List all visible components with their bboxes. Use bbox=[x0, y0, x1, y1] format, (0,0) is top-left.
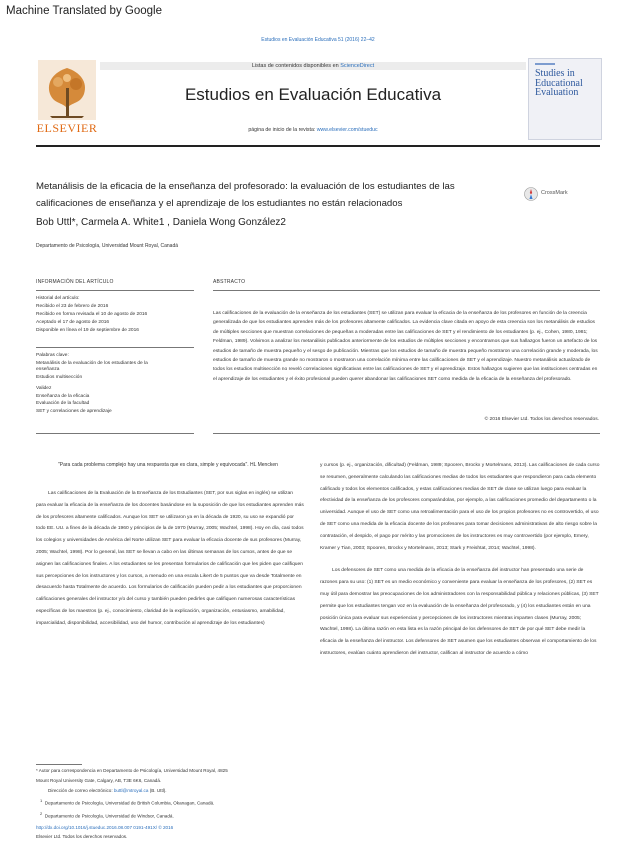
crossmark-icon bbox=[524, 187, 538, 201]
article-history bbox=[36, 296, 194, 335]
epigraph-quote: "Para cada problema complejo hay una respuesta que es clara, simple y equivocada". HL Mencken bbox=[58, 462, 278, 468]
keywords-rule bbox=[36, 347, 194, 348]
doi-block bbox=[36, 823, 296, 841]
body-left-column bbox=[36, 488, 304, 630]
journal-reference-link[interactable]: Estudios en Evaluación Educativa 51 (2016) 22–42 bbox=[261, 37, 375, 43]
article-title: Metanálisis de la eficacia de la enseñanza del profesorado: la evaluación de los estudiantes de las calificaciones de enseñanza y el aprendizaje de los estudiantes no están relacionados bbox=[36, 181, 455, 209]
history-online: Disponible en línea el 19 de septiembre de 2016 bbox=[36, 328, 139, 334]
keyword-item: Validez bbox=[36, 385, 52, 391]
history-received: Recibido el 23 de febrero de 2016 bbox=[36, 303, 109, 309]
keyword-item: Metanálisis de la evaluación de los estudiantes de la enseñanza bbox=[36, 360, 148, 372]
keyword-item: SET y correlaciones de aprendizaje bbox=[36, 408, 112, 414]
machine-translation-banner: Machine Translated by Google bbox=[6, 5, 162, 17]
abstract-text: Las calificaciones de la evaluación de la enseñanza de los estudiantes (SET) se utilizan para evaluar la eficacia de la enseñanza de los profesores en función de la creencia generalizada de que los estudiantes aprenden más de los profesores altamente calificados. La evidencia clave citada en apoyo de esta creencia son los metanálisis de estudios de múltiples secciones que muestran correlaciones de pequeñas a moderadas entre las calificaciones de SET y el rendimiento de los estudiantes (p. ej., Cohen, 1980, 1981; Feldman, 1989). Volvimos a analizar los metanálisis publicados anteriormente de los estudios de múltiples secciones y encontramos que sus hallazgos fueron un artefacto de los estudios de tamaño de muestra pequeño y el sesgo de publicación. Mientras que los estudios de tamaño de muestra pequeño mostraron una correlación grande y moderada, los estudios de tamaño de muestra grande no mostraron o mostraron una correlación mínima entre las calificaciones de SET y el aprendizaje. Nuestro metanálisis actualizado de todos los estudios multisección no reveló correlaciones significativas entre las calificaciones de SET y el aprendizaje. Estos hallazgos sugieren que las instituciones centradas en el aprendizaje de los estudiantes y el éxito profesional pueden querer abandonar las calificaciones SET como medida de la eficacia de la enseñanza del profesorado. bbox=[213, 311, 598, 382]
keyword-item: Enseñanza de la eficacia bbox=[36, 393, 90, 399]
keyword-item: Estudios multisección bbox=[36, 374, 83, 380]
contents-text: Listas de contenidos disponibles en bbox=[251, 63, 341, 69]
body-right-column bbox=[320, 460, 600, 660]
history-label: Historial del artículo: bbox=[36, 296, 80, 301]
elsevier-logo bbox=[36, 58, 98, 138]
copyright-notice: © 2016 Elsevier Ltd. Todos los derechos reservados. bbox=[484, 417, 599, 422]
abstract-heading: ABSTRACTO bbox=[213, 279, 246, 285]
crossmark-label: CrossMark bbox=[541, 190, 568, 196]
crossmark-badge[interactable] bbox=[524, 184, 594, 204]
sciencedirect-link[interactable]: ScienceDirect bbox=[340, 63, 375, 69]
contents-bar bbox=[100, 62, 526, 70]
article-info-bottom-rule bbox=[36, 433, 194, 434]
footnote-1 bbox=[36, 796, 236, 809]
history-accepted: Aceptado el 17 de agosto de 2016 bbox=[36, 320, 110, 326]
keywords-block bbox=[36, 353, 166, 415]
abstract-bottom-rule bbox=[213, 433, 600, 434]
intro-paragraph: Las calificaciones de la Evaluación de la Enseñanza de los Estudiantes (SET, por sus siglas en inglés) se utilizan para evaluar la eficacia de la enseñanza de los docentes basándose en la suposición de que los estudiantes aprenden más de los profesores altamente calificados. Aunque los SET se utilizaron ya en la década de 1920, su uso se expandió por todo EE. UU. a fines de la década de 1960 y principios de la de 1970 (Murray, 2005; Wachtel, 1998). Hoy en día, casi todos los colegios y universidades de América del Norte utilizan SET para evaluar la eficacia docente de sus profesores (Murray, 2005; Wachtel, 1998). Por lo general, las SET se llevan a cabo en las últimas semanas de los cursos, antes de que se asignen las calificaciones finales. A los estudiantes se les presentan formularios de calificación que les piden que califiquen sus percepciones de los instructores y los cursos, a menudo en una escala Likert de 5 puntos que va desde Totalmente en desacuerdo hasta Totalmente de acuerdo. Los formularios de calificación pueden pedir a los estudiantes que proporcionen calificaciones generales del instructor y/o del curso y también pueden pedirles que califiquen numerosas características específicas de los maestros (p. ej., conocimiento, claridad de la explicación, organización, entusiasmo, amabilidad, imparcialidad, disponibilidad, accesibilidad, uso del humor, contribución al aprendizaje de los estudiantes) bbox=[36, 491, 304, 626]
footnote-2 bbox=[36, 809, 236, 822]
homepage-link[interactable]: www.elsevier.com/stueduc bbox=[316, 127, 378, 133]
footnote-1-text: Departamento de Psicología, Universidad de British Columbia, Okanagan, Canadá. bbox=[44, 800, 215, 806]
email-label: Dirección de correo electrónico: bbox=[48, 788, 114, 793]
email-suffix: (B. Uttl). bbox=[148, 788, 167, 793]
abstract-rule bbox=[213, 290, 600, 291]
cover-title: Studies in Educational Evaluation bbox=[535, 68, 583, 98]
footnote-rule bbox=[36, 764, 82, 765]
defenders-paragraph: Los defensores de SET como una medida de la eficacia de la enseñanza del instructor han presentado una serie de razones para su uso: (1) SET es un medio económico y conveniente para evaluar la enseñanza de los profesores, (2) SET es muy útil para demostrar las preocupaciones de los administradores con la responsabilidad pública y relaciones públicas, (3) SET permite que los estudiantes tengan voz en la evaluación de la enseñanza del profesorado, y (4) los estudiantes están en una posición única para evaluar sus experiencias y percepciones de los instructores mientras imparten clases (Murray, 2005; Wachtel, 1998). La última razón en esta lista es la razón principal de los defensores de SET de por qué SET debe medir la eficacia de la enseñanza del instructor. Los defensores de SET asumen que los estudiantes observan el comportamiento de los instructores, evalúan cuánto aprendieron del instructor, califican al instructor de acuerdo a cómo bbox=[320, 568, 599, 656]
footnotes bbox=[36, 766, 236, 821]
footnote-2-text: Departamento de Psicología, Universidad de Windsor, Canadá. bbox=[44, 813, 174, 819]
email-link[interactable]: buttl@mtroyal.ca bbox=[113, 788, 149, 793]
email-note bbox=[36, 786, 236, 796]
publisher-name: ELSEVIER bbox=[36, 121, 98, 135]
journal-homepage bbox=[100, 127, 526, 133]
article-info-rule bbox=[36, 290, 194, 291]
author-affiliation: Departamento de Psicología, Universidad Mount Royal, Canadá bbox=[36, 243, 179, 249]
journal-cover-thumbnail bbox=[528, 58, 602, 140]
footnote-2-marker: 2 bbox=[40, 810, 43, 816]
homepage-label: página de inicio de la revista: bbox=[248, 127, 317, 133]
keyword-item: Evaluación de la facultad bbox=[36, 401, 90, 407]
footnote-1-marker: 1 bbox=[40, 798, 43, 803]
doi-link[interactable]: http://dx.doi.org/10.1016/j.stueduc.2016.08.007 0191-491X/ © 2016 bbox=[36, 825, 174, 830]
history-revised: Recibido en forma revisada el 10 de agosto de 2016 bbox=[36, 311, 148, 317]
rights-line: Elsevier Ltd. Todos los derechos reservados. bbox=[36, 834, 128, 839]
author-list: Bob Uttl*, Carmela A. White1 , Daniela Wong González2 bbox=[36, 217, 286, 228]
continued-paragraph: y cursos (p. ej., organización, dificultad) (Feldman, 1989; Spooren, Brockx y Mortelmans, 2013). Las calificaciones de cada curso se resumen, generalmente calculando las calificaciones medias de todos los estudiantes que respondieron para cada elemento calificado y todos los elementos calificados, y estas calificaciones medias de SET de clase se utilizan luego para evaluar la efectividad de la enseñanza de los profesores comparándolas, por ejemplo, a las calificaciones promedio del departamento o la universidad. Aunque el uso de SET como una retroalimentación para el uso de los propios profesores no es controvertido, el uso de SET como una medida de la eficacia docente de los profesores para tomar decisiones administrativas de alto riesgo sobre la contratación, el despido, el pago por mérito y las promociones de los instructores es muy controvertido (por ejemplo, Emery, Kramer y Tian, 2003; Spooren, Brockx y Mortelmans, 2013; Stark y Freishtat, 2014; Wachtel, 1998). bbox=[320, 463, 600, 551]
article-info-heading: INFORMACIÓN DEL ARTÍCULO bbox=[36, 279, 114, 285]
corresponding-author-note: * Autor para correspondencia en Departamento de Psicología, Universidad Mount Royal, 4825 Mount Royal University Gate, Calgary, AB, T3E 6K6, Canadá. bbox=[36, 768, 228, 783]
keywords-label: Palabras clave: bbox=[36, 353, 69, 358]
journal-title: Estudios en Evaluación Educativa bbox=[184, 85, 442, 104]
